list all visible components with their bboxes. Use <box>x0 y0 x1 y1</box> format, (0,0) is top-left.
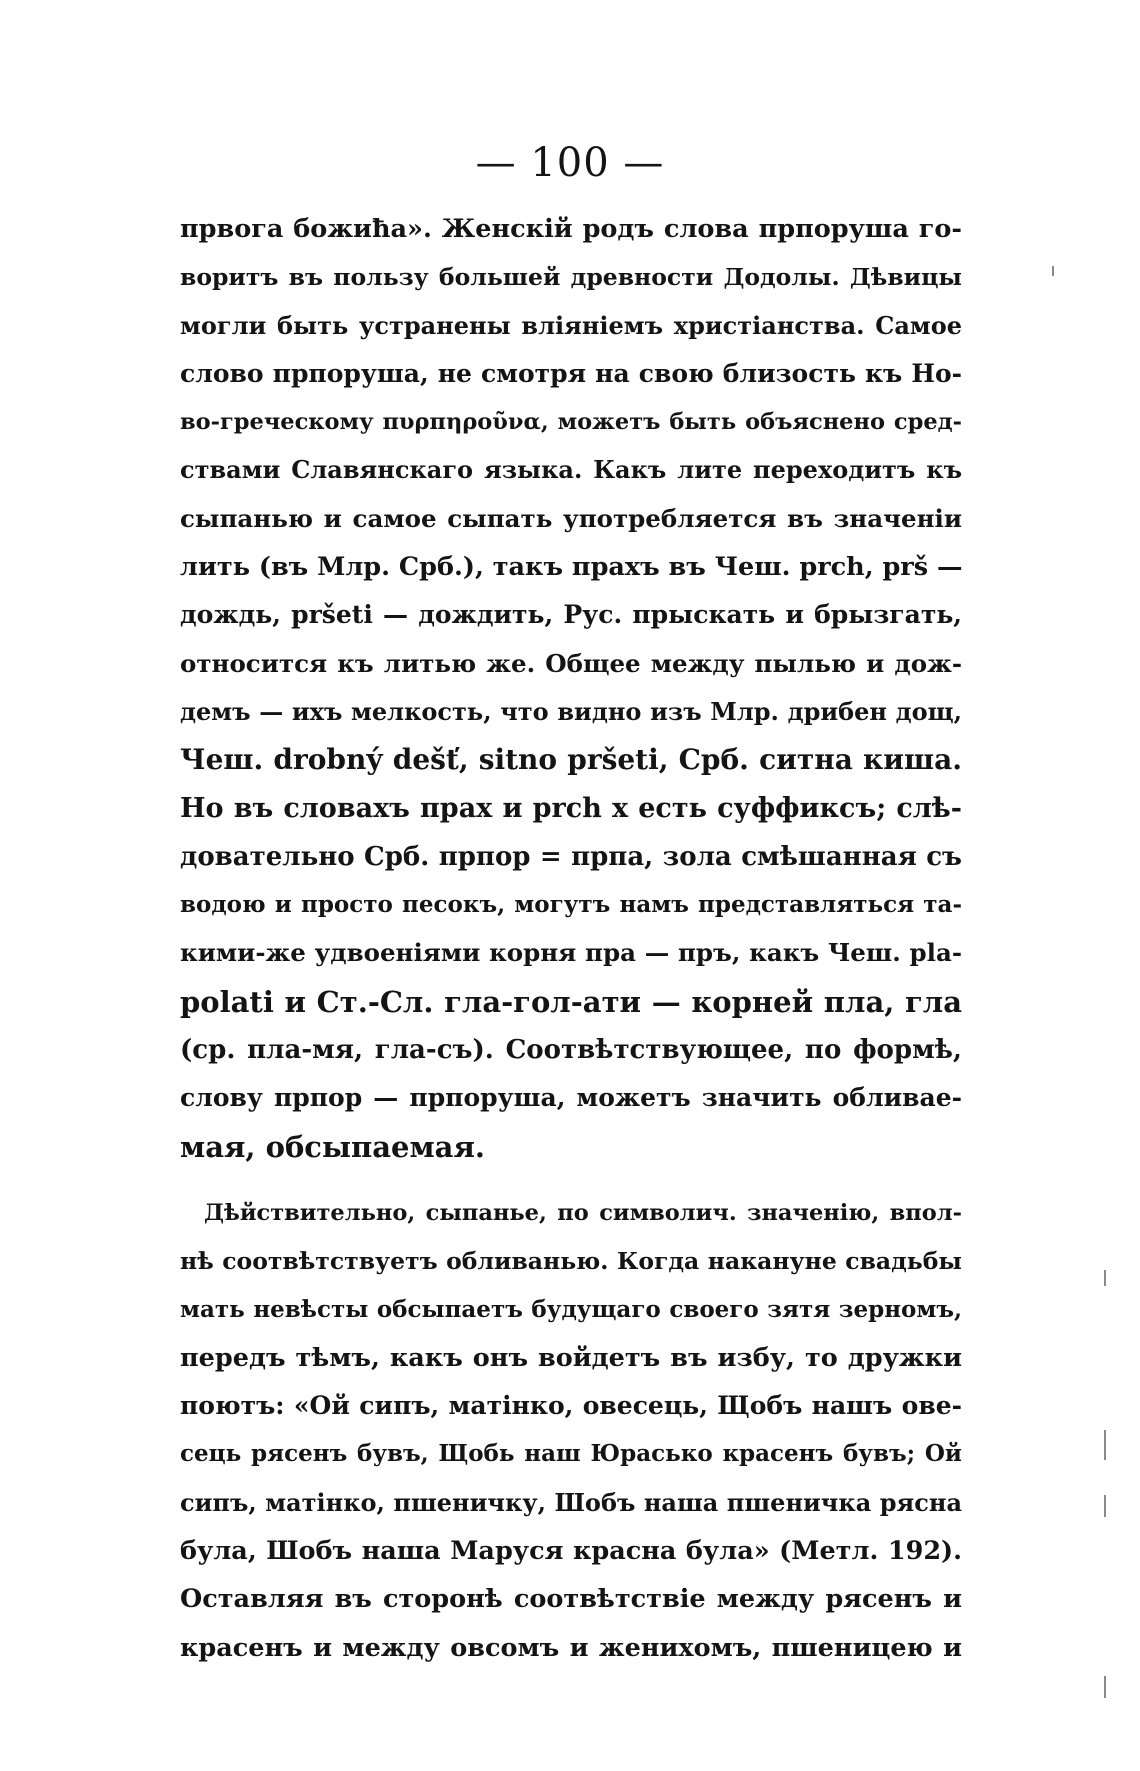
text-line: мая, обсыпаемая. <box>180 1129 485 1164</box>
text-line: передъ тѣмъ, какъ онъ войдетъ въ избу, то дружки <box>180 1342 962 1373</box>
text-line: слову прпор — прпоруша, можетъ значить обливае- <box>180 1083 962 1113</box>
text-line: во-греческому πυρπηροῦνα, можетъ быть объяснено сред- <box>180 409 962 436</box>
text-line: ствами Славянскаго языка. Какъ лите переходитъ къ <box>180 455 962 485</box>
text-line: нѣ соотвѣтствуетъ обливанью. Когда накануне свадьбы <box>180 1247 962 1276</box>
text-line: относится къ литью же. Общее между пылью и дож- <box>180 648 962 678</box>
paragraph <box>180 1189 962 1672</box>
text-line: кими-же удвоеніями корня пра — пръ, какъ Чеш. pla- <box>180 938 962 968</box>
text-line: Но въ словахъ прах и prch х есть суффиксъ; слѣ- <box>180 792 962 824</box>
text-line: дождь, pršeti — дождить, Рус. прыскать и брызгать, <box>180 600 962 630</box>
text-line: красенъ и между овсомъ и женихомъ, пшеницею и <box>180 1632 962 1663</box>
scan-speck <box>1104 1270 1106 1286</box>
text-line: водою и просто песокъ, могутъ намъ представляться та- <box>180 891 962 919</box>
text-line: демъ — ихъ мелкость, что видно изъ Млр. дрибен дощ, <box>180 696 962 726</box>
text-line: (ср. пла-мя, гла-съ). Соотвѣтствующее, по формѣ, <box>180 1035 962 1066</box>
body-text <box>180 205 962 1672</box>
scan-speck <box>1104 1495 1106 1517</box>
text-line: мать невѣсты обсыпаетъ будущаго своего зятя зерномъ, <box>180 1295 962 1323</box>
text-line: лить (въ Млр. Срб.), такъ прахъ въ Чеш. prch, prš — <box>180 552 962 583</box>
text-line: Оставляя въ сторонѣ соотвѣтствіе между рясенъ и <box>180 1584 962 1615</box>
paragraph <box>180 205 962 1171</box>
scan-speck <box>1104 1430 1106 1460</box>
scan-speck <box>1052 266 1054 276</box>
text-line: поютъ: «Ой сипъ, матінко, овесець, Щобъ нашъ ове- <box>180 1391 962 1421</box>
text-line: сипъ, матінко, пшеничку, Шобъ наша пшеничка рясна <box>180 1487 962 1517</box>
paragraph-gap <box>180 1171 962 1189</box>
text-line: воритъ въ пользу большей древности Додолы. Дѣвицы <box>180 263 962 292</box>
text-line: сець рясенъ бувъ, Щобь наш Юрасько красенъ бувъ; Ой <box>180 1440 962 1468</box>
text-line: polati и Ст.-Сл. гла-гол-ати — корней пла, гла <box>180 984 962 1019</box>
text-line: довательно Срб. прпор = прпа, зола смѣшанная съ <box>180 841 962 872</box>
text-line: могли быть устранены вліяніемъ христіанства. Самое <box>180 310 962 340</box>
text-line: сыпанью и самое сыпать употребляется въ значеніи <box>180 503 962 533</box>
text-line: була, Шобъ наша Маруся красна була» (Метл. 192). <box>180 1536 962 1567</box>
text-line: Дѣйствительно, сыпанье, по символич. значенію, впол- <box>204 1199 962 1226</box>
text-line: слово прпоруша, не смотря на свою близость къ Но- <box>180 358 962 388</box>
text-line: првога божиħа». Женскій родъ слова прпоруша го- <box>180 214 962 244</box>
scan-speck <box>1104 1676 1106 1698</box>
page-number: — 100 — <box>475 140 665 186</box>
text-line: Чеш. drobný dešť, sitno pršeti, Срб. ситна киша. <box>180 743 962 777</box>
